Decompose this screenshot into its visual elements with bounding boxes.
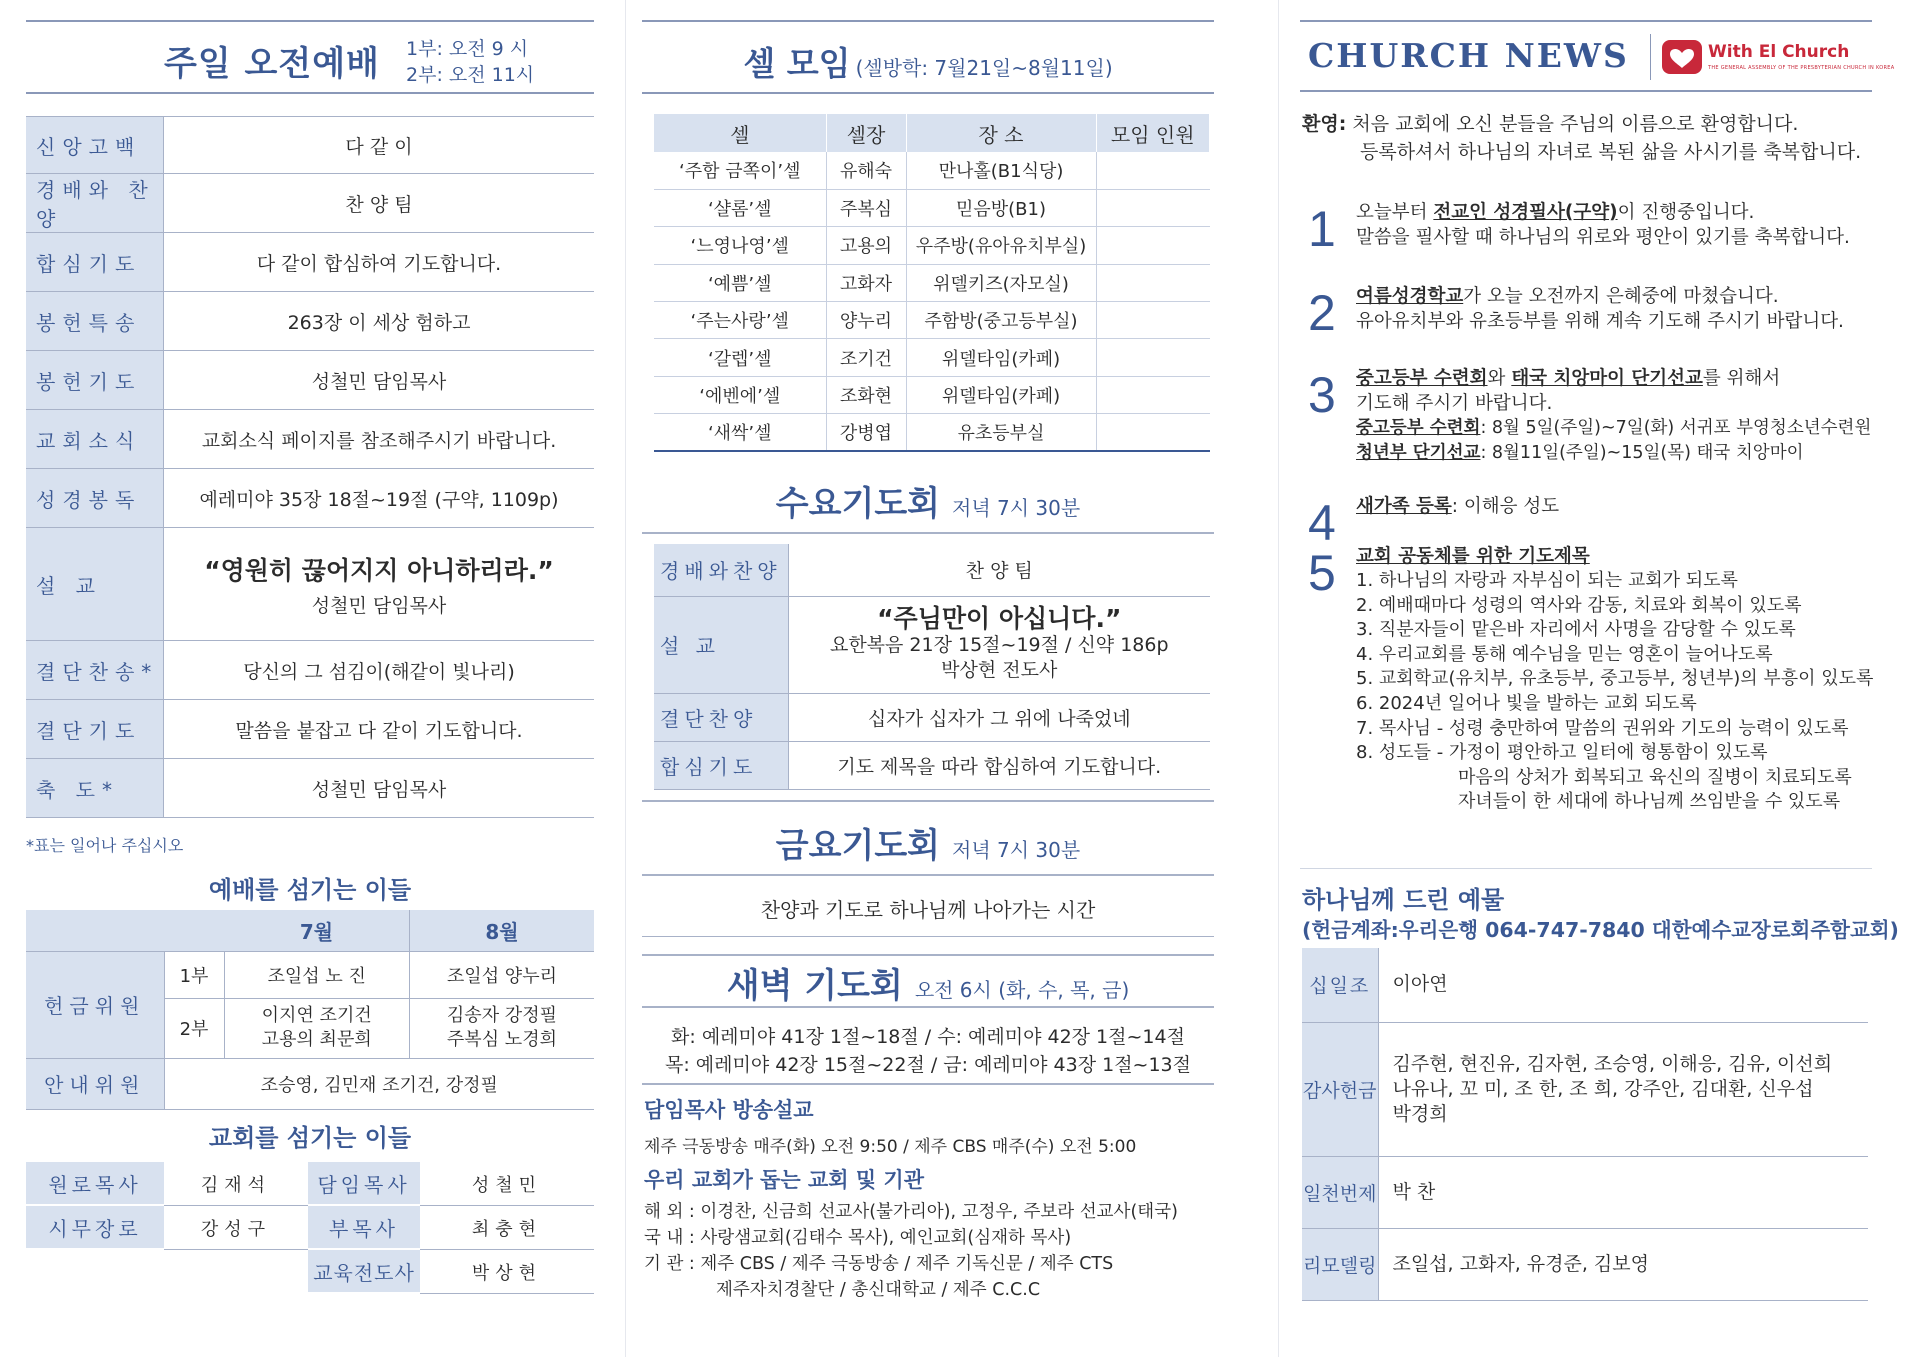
news-text-emphasis: 태국 치앙마이 단기선교 [1511, 368, 1703, 389]
sunday-title: 주일 오전예배 [164, 44, 380, 84]
prayer-item: 4. 우리교회를 통해 예수님을 믿는 영혼이 늘어나도록 [1356, 643, 1773, 665]
cell-col-header: 셀 [654, 114, 826, 152]
news-text-line: 유아유치부와 유초등부를 위해 계속 기도해 주시기 바랍니다. [1356, 311, 1844, 332]
cell-name: ‘갈렙’셀 [654, 339, 826, 376]
staff-label: 담임목사 [308, 1162, 420, 1206]
order-value: 교회소식 페이지를 참조해주시기 바랍니다. [201, 429, 557, 452]
wed-value: 십자가 십자가 그 위에 나죽었네 [788, 693, 1210, 741]
news-text [1356, 284, 1844, 334]
sunday-time-2: 2부: 오전 11시 [406, 64, 535, 86]
cell-place: 만나홀(B1식당) [906, 152, 1096, 189]
order-row [26, 292, 594, 351]
dawn-header [642, 954, 1214, 1008]
cell-leader: 주복심 [826, 189, 906, 226]
dawn-line-1: 화: 예레미야 41장 1절~18절 / 수: 예레미야 42장 1절~14절 [671, 1026, 1185, 1048]
order-value [164, 528, 594, 640]
cell-row [654, 264, 1210, 301]
order-value: 말씀을 붙잡고 다 같이 기도합니다. [235, 719, 523, 742]
cell-col-header: 모임 인원 [1096, 114, 1210, 152]
column-divider-1 [625, 0, 626, 1357]
order-value: 당신의 그 섬김이(해같이 빛나리) [243, 660, 515, 683]
church-logo [1662, 40, 1895, 80]
divider [642, 936, 1214, 937]
news-title: CHURCH NEWS [1308, 36, 1629, 75]
prayer-item: 7. 목사님 - 성령 충만하여 말씀의 권위와 기도의 능력이 있도록 [1356, 717, 1849, 739]
offering-names [1378, 1022, 1868, 1156]
prayer-item-continued: 마음의 상처가 회복되고 육신의 질병이 치료되도록 [1458, 766, 1852, 788]
order-label: 결단찬송* [26, 641, 164, 699]
welcome-line-1: 처음 교회에 오신 분들을 주님의 이름으로 환영합니다. [1352, 113, 1799, 135]
cell-leader: 조화현 [826, 376, 906, 413]
staff-label: 시무장로 [26, 1206, 164, 1250]
news-text-part: 가 오늘 오전까지 은혜중에 마쳤습니다. [1463, 286, 1779, 307]
welcome-text [1302, 110, 1861, 166]
support-institutions-2: 제주자치경찰단 / 총신대학교 / 제주 C.C.C [716, 1280, 1041, 1300]
cell-place: 위델키즈(자모실) [906, 264, 1096, 301]
prayer-item-continued: 자녀들이 한 세대에 하나님께 쓰임받을 수 있도록 [1458, 791, 1841, 813]
prayer-item: 8. 성도들 - 가정이 평안하고 일터에 형통함이 있도록 [1356, 742, 1768, 764]
cell-name: ‘에벤에’셀 [654, 376, 826, 413]
servers-table [26, 910, 594, 1110]
wed-sermon-text: 요한복음 21장 15절~19절 / 신약 186p [829, 634, 1169, 656]
staff-name: 강성구 [164, 1206, 308, 1250]
order-value: 찬 양 팀 [345, 193, 413, 216]
wednesday-title: 수요기도회 [775, 484, 941, 524]
friday-header [642, 818, 1214, 876]
cell-col-header: 장 소 [906, 114, 1096, 152]
cell-leader: 고용의 [826, 227, 906, 264]
cell-leader: 양누리 [826, 302, 906, 339]
news-text-emphasis: 여름성경학교 [1356, 286, 1464, 307]
divider [1300, 868, 1872, 869]
aug-servers-line: 김송자 강정필 [446, 1005, 557, 1026]
prayer-item: 5. 교회학교(유치부, 유초등부, 중고등부, 청년부)의 부흥이 있도록 [1356, 668, 1874, 690]
cell-row [654, 414, 1210, 451]
cell-col-header: 셀장 [826, 114, 906, 152]
order-label: 봉헌기도 [26, 351, 164, 409]
staff-name: 박상현 [420, 1250, 594, 1294]
news-text-emphasis: 청년부 단기선교 [1356, 443, 1481, 463]
aug-servers: 조일섭 양누리 [409, 951, 594, 998]
sunday-column [26, 0, 594, 1357]
offering-names: 이아연 [1378, 948, 1868, 1022]
wednesday-time: 저녁 7시 30분 [952, 496, 1081, 520]
prayer-item: 2. 예배때마다 성령의 역사와 감동, 치료와 회복이 있도록 [1356, 594, 1802, 616]
news-number: 3 [1308, 367, 1336, 423]
news-text-part: 이 진행중입니다. [1617, 202, 1755, 223]
offering-table [1302, 948, 1868, 1301]
staff-label: 원로목사 [26, 1162, 164, 1206]
news-text-emphasis: 새가족 등록 [1356, 496, 1452, 517]
news-text-line: 기도해 주시기 바랍니다. [1356, 393, 1553, 414]
order-row-sermon [26, 528, 594, 641]
wed-sermon-title: “주님만이 아십니다.” [877, 604, 1122, 633]
part-label: 1부 [164, 951, 224, 998]
news-number: 5 [1308, 545, 1336, 601]
sunday-time-1: 1부: 오전 9 시 [406, 38, 529, 60]
order-value: 263장 이 세상 험하고 [287, 311, 471, 334]
order-label: 신앙고백 [26, 117, 164, 173]
servers-header-blank [26, 910, 164, 951]
sunday-times [406, 36, 534, 88]
order-row [26, 469, 594, 528]
news-text [1356, 494, 1559, 519]
cell-leader: 고화자 [826, 264, 906, 301]
news-text-part: 와 [1487, 368, 1512, 389]
cell-leader: 유해숙 [826, 152, 906, 189]
wed-sermon-preacher: 박상현 전도사 [941, 659, 1058, 681]
part-label: 2부 [164, 998, 224, 1058]
news-text-part: : 이해응 성도 [1451, 496, 1560, 517]
order-label: 교회소식 [26, 410, 164, 468]
jul-servers [224, 998, 409, 1058]
cell-row [654, 152, 1210, 189]
news-text-part: 오늘부터 [1356, 202, 1434, 223]
welcome-line-2: 등록하셔서 하나님의 자녀로 복된 삶을 사시기를 축복합니다. [1360, 141, 1862, 163]
prayer-item: 1. 하나님의 자랑과 자부심이 되는 교회가 되도록 [1356, 570, 1738, 591]
cell-name: ‘주함 금쪽이’셀 [654, 152, 826, 189]
logo-text: With El Church [1708, 42, 1850, 62]
news-text-line: 말씀을 필사할 때 하나님의 위로와 평안이 있기를 축복합니다. [1356, 227, 1850, 248]
sunday-order-table [26, 116, 594, 818]
jul-servers: 조일섭 노 진 [224, 951, 409, 998]
header-separator [1650, 34, 1651, 80]
cell-place: 믿음방(B1) [906, 189, 1096, 226]
month-jul: 7월 [224, 910, 409, 951]
order-label: 축 도* [26, 759, 164, 817]
cell-count [1096, 152, 1210, 189]
cell-count [1096, 376, 1210, 413]
news-text-part: : 8월 5일(주일)~7일(화) 서귀포 부영청소년수련원 [1480, 418, 1872, 438]
cell-count [1096, 339, 1210, 376]
support-abroad: 해 외 : 이경찬, 신금희 선교사(불가리아), 고정우, 주보라 선교사(태국) [644, 1202, 1178, 1222]
offering-names-line: 나유나, 꼬 미, 조 한, 조 희, 강주안, 김대환, 신우섭 [1392, 1077, 1814, 1100]
cell-place: 유초등부실 [906, 414, 1096, 451]
offering-names: 박 찬 [1378, 1156, 1868, 1228]
order-row [26, 641, 594, 700]
cell-leader: 조기건 [826, 339, 906, 376]
order-value: 예레미야 35장 18절~19절 (구약, 1109p) [199, 488, 559, 511]
staff-name: 김재석 [164, 1162, 308, 1206]
divider [642, 800, 1214, 802]
news-text-emphasis: 전교인 성경필사(구약) [1433, 202, 1618, 223]
order-label: 설 교 [26, 528, 164, 640]
cell-row [654, 376, 1210, 413]
offering-names-line: 박경희 [1392, 1102, 1448, 1125]
sermon-preacher: 성철민 담임목사 [311, 594, 447, 617]
usher-label: 안내위원 [26, 1058, 164, 1109]
dawn-line-2: 목: 예레미야 42장 15절~22절 / 금: 예레미야 43장 1절~13절 [665, 1054, 1191, 1076]
offering-label: 리모델링 [1302, 1228, 1378, 1300]
news-text-emphasis: 교회 공동체를 위한 기도제목 [1356, 546, 1590, 567]
cell-count [1096, 189, 1210, 226]
order-value: 다 같이 합심하여 기도합니다. [256, 252, 502, 275]
cell-name: ‘새싹’셀 [654, 414, 826, 451]
dawn-title: 새벽 기도회 [726, 966, 903, 1006]
order-row [26, 351, 594, 410]
friday-line: 찬양과 기도로 하나님께 나아가는 시간 [760, 898, 1096, 922]
cell-leader: 강병엽 [826, 414, 906, 451]
meetings-column [642, 0, 1214, 1357]
wed-label: 설 교 [654, 596, 788, 693]
news-text-part: : 8월11일(주일)~15일(목) 태국 치앙마이 [1480, 443, 1804, 463]
sermon-title: “영원히 끊어지지 아니하리라.” [204, 555, 554, 585]
cell-name: ‘느영나영’셀 [654, 227, 826, 264]
offering-label: 감사헌금 [1302, 1022, 1378, 1156]
news-text [1356, 544, 1873, 815]
offering-title: 하나님께 드린 예물 [1302, 886, 1505, 914]
offering-committee-label: 헌금위원 [26, 951, 164, 1058]
cell-subtitle: (셀방학: 7월21일~8월11일) [855, 56, 1113, 80]
dawn-time: 오전 6시 (화, 수, 목, 금) [914, 978, 1130, 1002]
order-label: 성경봉독 [26, 469, 164, 527]
cell-title: 셀 모임 [743, 44, 851, 83]
aug-servers [409, 998, 594, 1058]
cell-count [1096, 227, 1210, 264]
friday-time: 저녁 7시 30분 [952, 838, 1081, 862]
prayer-item: 6. 2024년 일어나 빛을 발하는 교회 되도록 [1356, 692, 1697, 714]
support-institutions-1: 기 관 : 제주 CBS / 제주 극동방송 / 제주 기독신문 / 제주 CTS [644, 1254, 1114, 1274]
cell-row [654, 339, 1210, 376]
order-row [26, 174, 594, 233]
news-number: 4 [1308, 495, 1336, 551]
logo-tagline: THE GENERAL ASSEMBLY OF THE PRESBYTERIAN CHURCH IN KOREA [1708, 65, 1895, 71]
welcome-label: 환영: [1302, 113, 1347, 135]
cell-row [654, 302, 1210, 339]
wed-value: 기도 제목을 따라 합심하여 기도합니다. [788, 741, 1210, 789]
order-row [26, 759, 594, 818]
offering-account: (헌금계좌:우리은행 064-747-7840 대한예수교장로회주함교회) [1302, 918, 1899, 942]
cell-name: ‘샬롬’셀 [654, 189, 826, 226]
staff-table [26, 1162, 594, 1294]
staff-name: 성철민 [420, 1162, 594, 1206]
order-row [26, 700, 594, 759]
wed-sermon [788, 596, 1210, 693]
cell-name: ‘예쁨’셀 [654, 264, 826, 301]
standing-note: *표는 일어나 주십시오 [26, 836, 184, 855]
order-row [26, 410, 594, 469]
cell-count [1096, 414, 1210, 451]
staff-name: 최충현 [420, 1206, 594, 1250]
church-servers-title: 교회를 섬기는 이들 [208, 1124, 412, 1152]
wed-label: 합심기도 [654, 741, 788, 789]
cell-count [1096, 264, 1210, 301]
news-number: 1 [1308, 201, 1336, 257]
order-value: 성철민 담임목사 [311, 370, 447, 393]
divider [642, 1083, 1214, 1085]
support-domestic: 국 내 : 사랑샘교회(김태수 목사), 예인교회(심재하 목사) [644, 1228, 1072, 1248]
cell-place: 위델타임(카페) [906, 376, 1096, 413]
order-label: 봉헌특송 [26, 292, 164, 350]
broadcast-title: 담임목사 방송설교 [644, 1098, 814, 1122]
news-text-emphasis: 중고등부 수련회 [1356, 418, 1481, 438]
order-row [26, 116, 594, 174]
wed-label: 결단찬양 [654, 693, 788, 741]
ushers: 조승영, 김민재 조기건, 강정필 [164, 1058, 594, 1109]
broadcast-line: 제주 극동방송 매주(화) 오전 9:50 / 제주 CBS 매주(수) 오전 5:00 [644, 1137, 1137, 1157]
offering-names: 조일섭, 고화자, 유경준, 김보영 [1378, 1228, 1868, 1300]
aug-servers-line: 주복심 노경희 [446, 1029, 557, 1050]
news-number: 2 [1308, 285, 1336, 341]
heart-logo-icon [1662, 40, 1702, 74]
cell-row [654, 189, 1210, 226]
cell-table [654, 114, 1210, 452]
order-value: 다 같 이 [345, 135, 413, 158]
offering-label: 일천번제 [1302, 1156, 1378, 1228]
sunday-header [26, 20, 594, 94]
column-divider-2 [1278, 0, 1279, 1357]
month-aug: 8월 [409, 910, 594, 951]
order-label: 합심기도 [26, 233, 164, 291]
news-text [1356, 366, 1871, 466]
jul-servers-line: 이지연 조기건 [261, 1005, 372, 1026]
wed-label: 경배와찬양 [654, 544, 788, 596]
staff-label: 부목사 [308, 1206, 420, 1250]
news-header [1300, 20, 1895, 92]
support-title: 우리 교회가 돕는 교회 및 기관 [644, 1168, 924, 1192]
wednesday-header [642, 476, 1214, 534]
wed-value: 찬 양 팀 [788, 544, 1210, 596]
servers-header-blank [164, 910, 224, 951]
cell-place: 주함방(중고등부실) [906, 302, 1096, 339]
cell-place: 우주방(유아유치부실) [906, 227, 1096, 264]
news-text [1356, 200, 1850, 250]
offering-names-line: 김주현, 현진유, 김자현, 조승영, 이해응, 김유, 이선희 [1392, 1052, 1833, 1075]
prayer-item: 3. 직분자들이 맡은바 자리에서 사명을 감당할 수 있도록 [1356, 619, 1796, 641]
jul-servers-line: 고용의 최문희 [261, 1029, 372, 1050]
order-row [26, 233, 594, 292]
wednesday-table [654, 544, 1210, 790]
staff-label: 교육전도사 [308, 1250, 420, 1294]
order-label: 결단기도 [26, 700, 164, 758]
cell-count [1096, 302, 1210, 339]
friday-title: 금요기도회 [775, 826, 941, 866]
news-column [1300, 0, 1899, 1357]
staff-empty [164, 1250, 308, 1294]
offering-label: 십일조 [1302, 948, 1378, 1022]
cell-header [642, 20, 1214, 94]
news-text-emphasis: 중고등부 수련회 [1356, 368, 1488, 389]
cell-place: 위델타임(카페) [906, 339, 1096, 376]
cell-row [654, 227, 1210, 264]
staff-empty [26, 1250, 164, 1294]
order-label: 경배와 찬양 [26, 174, 164, 232]
cell-name: ‘주는사랑’셀 [654, 302, 826, 339]
order-value: 성철민 담임목사 [311, 778, 447, 801]
servers-title: 예배를 섬기는 이들 [208, 876, 412, 904]
news-text-part: 를 위해서 [1702, 368, 1781, 389]
